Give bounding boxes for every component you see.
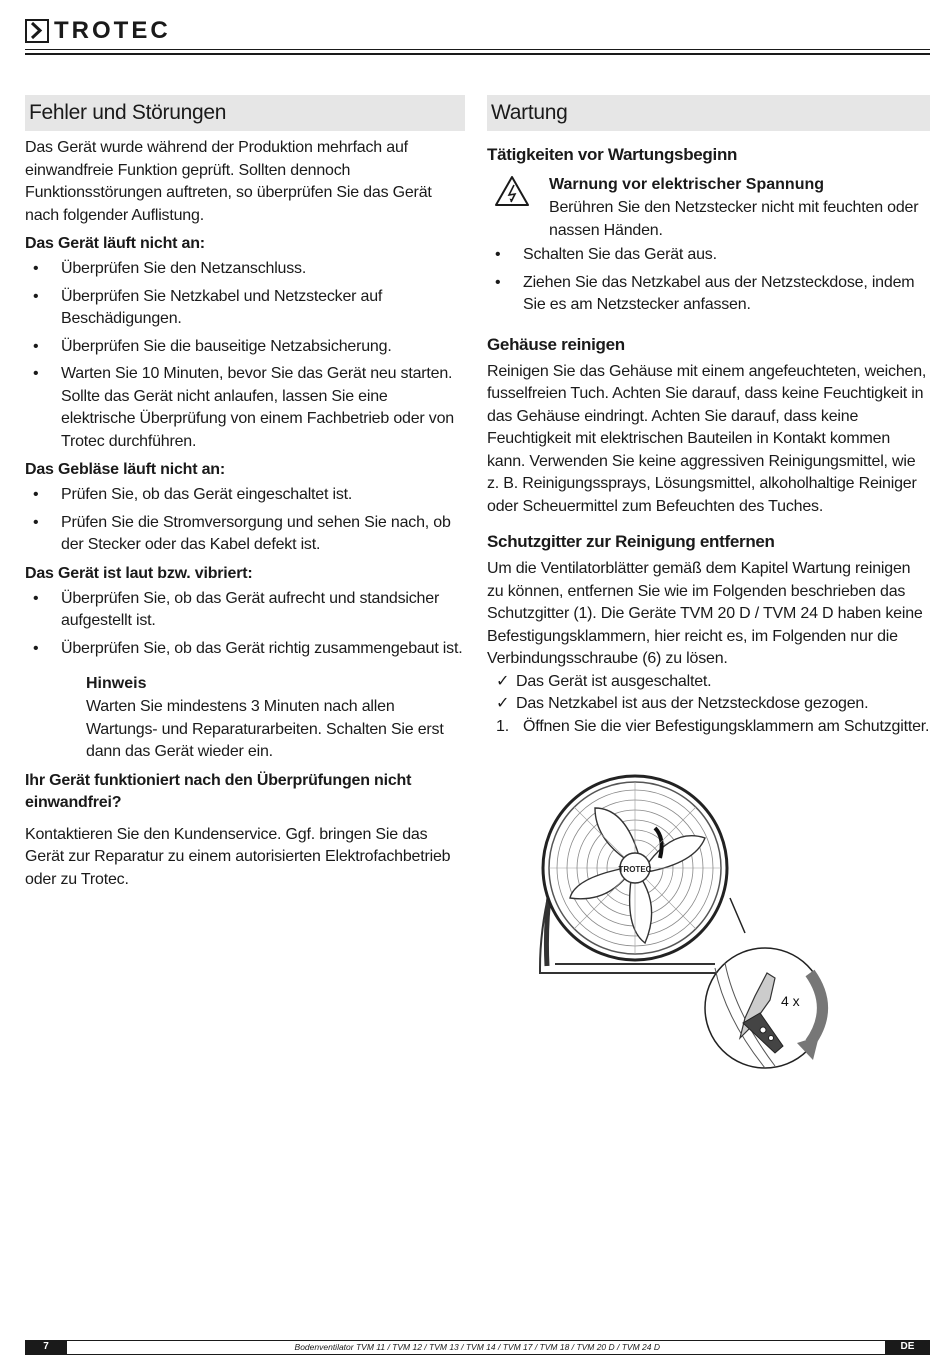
right-column xyxy=(487,95,930,738)
list-item: • Überprüfen Sie Netzkabel und Netzstecker auf Beschädigungen. xyxy=(25,286,465,331)
list-item: • Warten Sie 10 Minuten, bevor Sie das Gerät neu starten. Sollte das Gerät nicht anlaufen, lassen Sie eine elektrische Überprüfung von einem Fachbetrieb oder von Trotec durchführen. xyxy=(25,363,465,453)
final-label: Ihr Gerät funktioniert nach den Überprüfungen nicht einwandfrei? xyxy=(25,771,412,811)
warning-body: Berühren Sie den Netzstecker nicht mit feuchten oder nassen Händen. xyxy=(549,199,919,239)
header-divider xyxy=(25,49,930,50)
clean-text: Reinigen Sie das Gehäuse mit einem angefeuchteten, weichen, fusselfreien Tuch. Achten Sie darauf, dass keine Feuchtigkeit in das Gehäuse eindringt. Achten Sie darauf, dass keine Feuchtigkeit mit elektrischen Bauteilen in Kontakt kommen kann. Verwenden Sie keine aggressiven Reinigungsmittel, wie z. B. Reinigungssprays, Lösungsmittel, alkoholhaltige Reiniger oder Scheuermittel zum Befeuchten des Tuches. xyxy=(487,362,927,515)
section-title-fehler: Fehler und Störungen xyxy=(25,95,465,131)
group-label: Das Gerät ist laut bzw. vibriert: xyxy=(25,564,253,582)
fan-illustration xyxy=(535,768,835,1078)
language-badge: DE xyxy=(885,1340,930,1354)
page-header xyxy=(25,14,930,54)
list-item: • Überprüfen Sie den Netzanschluss. xyxy=(25,258,465,281)
hint-title: Hinweis xyxy=(86,675,147,692)
footer-title: Bodenventilator TVM 11 / TVM 12 / TVM 13 / TVM 14 / TVM 17 / TVM 18 / TVM 20 D / TVM 24 D xyxy=(294,1342,660,1352)
bullet-list xyxy=(487,244,930,317)
check-list xyxy=(487,671,930,716)
check-item: ✓ Das Netzkabel ist aus der Netzsteckdose gezogen. xyxy=(487,693,930,716)
chevron-right-icon xyxy=(25,19,49,43)
bullet-list xyxy=(25,588,465,661)
list-item: • Schalten Sie das Gerät aus. xyxy=(487,244,930,267)
intro-text: Das Gerät wurde während der Produktion mehrfach auf einwandfreie Funktion geprüft. Sollten dennoch Funktionsstörungen auftreten, so überprüfen Sie das Gerät nach folgender Auflistung. xyxy=(25,139,432,224)
list-item: • Ziehen Sie das Netzkabel aus der Netzsteckdose, indem Sie es am Netzstecker anfassen. xyxy=(487,272,930,317)
hint-box xyxy=(86,672,465,764)
bullet-list xyxy=(25,484,465,557)
bullet-list xyxy=(25,258,465,453)
electric-warning-icon xyxy=(494,175,530,207)
list-item: • Überprüfen Sie die bauseitige Netzabsicherung. xyxy=(25,336,465,359)
checkmark-icon: ✓ xyxy=(496,695,510,712)
list-item: • Prüfen Sie die Stromversorgung und sehen Sie nach, ob der Stecker oder das Kabel defekt ist. xyxy=(25,512,465,557)
warning-title: Warnung vor elektrischer Spannung xyxy=(549,176,825,193)
header-divider-thick xyxy=(25,53,930,55)
warning-box xyxy=(487,173,930,242)
subtitle-housing: Gehäuse reinigen xyxy=(487,334,625,354)
list-item: • Prüfen Sie, ob das Gerät eingeschaltet ist. xyxy=(25,484,465,507)
left-column xyxy=(25,95,465,897)
page-footer xyxy=(25,1340,930,1354)
group-label: Das Gerät läuft nicht an: xyxy=(25,235,205,252)
grill-text: Um die Ventilatorblätter gemäß dem Kapitel Wartung reinigen zu können, entfernen Sie wie im Folgenden beschrieben das Schutzgitter (1). Die Geräte TVM 20 D / TVM 24 D haben keine Befestigungsklammern, hier reicht es, im Folgenden nur die Verbindungsschraube (6) zu lösen. xyxy=(487,560,923,667)
subtitle-pre-maintenance: Tätigkeiten vor Wartungsbeginn xyxy=(487,145,738,164)
group-label: Das Gebläse läuft nicht an: xyxy=(25,461,225,478)
count-label: 4 x xyxy=(781,993,800,1009)
section-title-wartung: Wartung xyxy=(487,95,930,131)
final-text: Kontaktieren Sie den Kundenservice. Ggf. bringen Sie das Gerät zur Reparatur zu einem autorisierten Elektrofachbetrieb oder zu Trotec. xyxy=(25,825,451,888)
trotec-logo xyxy=(25,18,171,44)
fan-brand-label: TROTEC xyxy=(618,865,652,874)
hint-body: Warten Sie mindestens 3 Minuten nach allen Wartungs- und Reparaturarbeiten. Schalten Sie erst dann das Gerät wieder ein. xyxy=(86,698,444,760)
list-item: • Überprüfen Sie, ob das Gerät richtig zusammengebaut ist. xyxy=(25,638,465,661)
page-number: 7 xyxy=(25,1340,67,1354)
logo-text: TROTEC xyxy=(54,17,171,44)
subtitle-grill: Schutzgitter zur Reinigung entfernen xyxy=(487,532,775,551)
checkmark-icon: ✓ xyxy=(496,672,510,690)
check-item: ✓ Das Gerät ist ausgeschaltet. xyxy=(487,671,930,694)
step-item: 1. Öffnen Sie die vier Befestigungsklammern am Schutzgitter. xyxy=(496,717,930,735)
step-list xyxy=(487,716,930,739)
list-item: • Überprüfen Sie, ob das Gerät aufrecht und standsicher aufgestellt ist. xyxy=(25,588,465,633)
